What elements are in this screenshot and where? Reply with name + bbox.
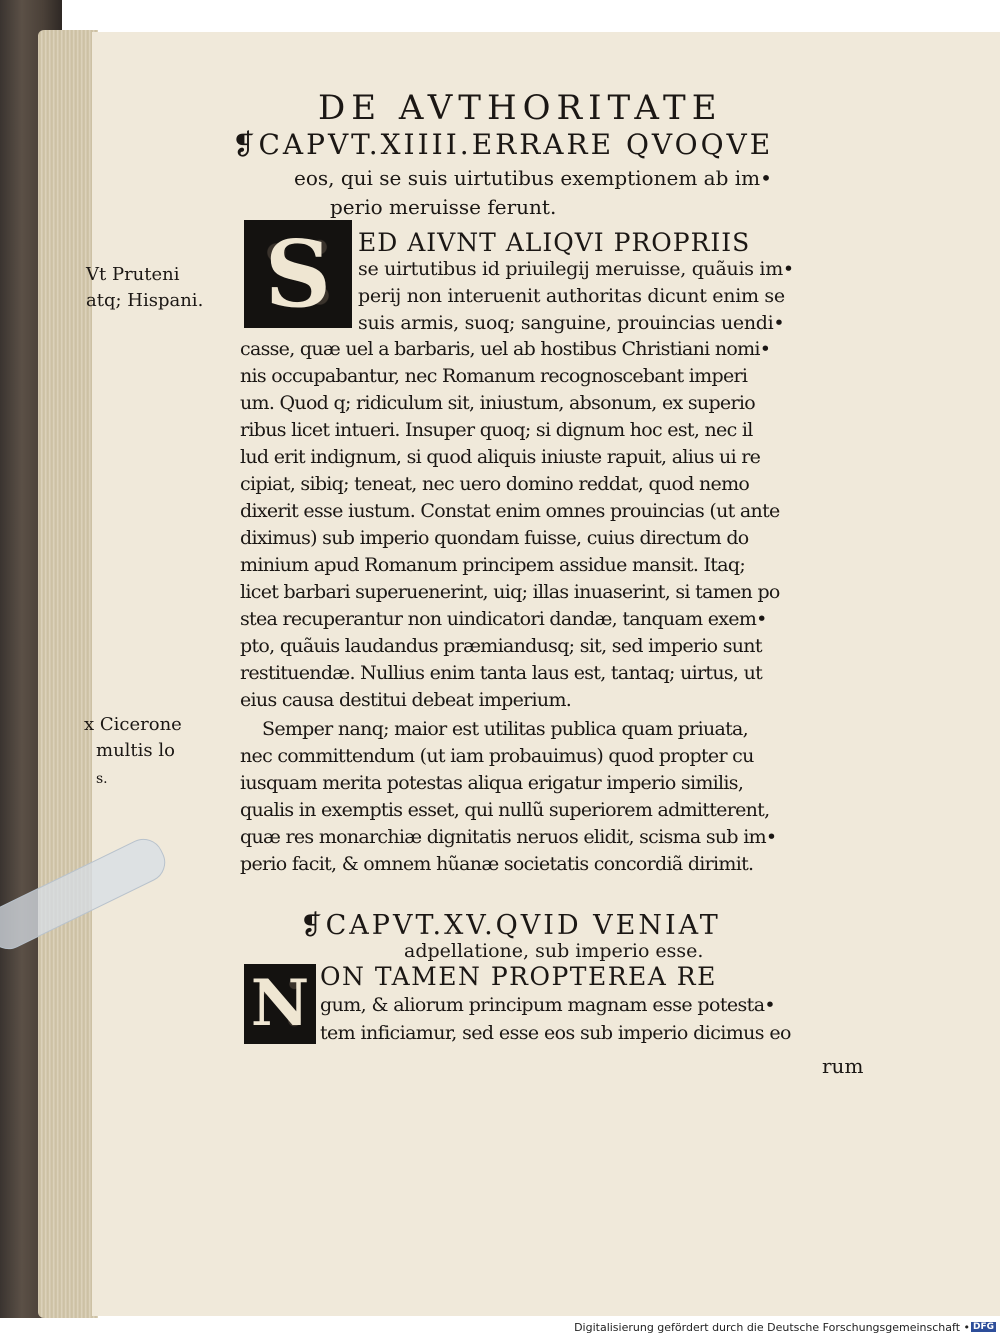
catchword: rum bbox=[822, 1054, 864, 1078]
body-line: nec committendum (ut iam probauimus) quod propter cu bbox=[240, 745, 754, 767]
dfg-logo: DFG bbox=[972, 1322, 994, 1332]
margin-note-1-line-2: atq; Hispani. bbox=[86, 290, 204, 311]
body-line: cipiat, sibiq; teneat, nec uero domino reddat, quod nemo bbox=[240, 473, 750, 495]
chapter-15-heading: ❡CAPVT.XV.QVID VENIAT bbox=[300, 910, 721, 941]
decorated-initial-s: S bbox=[244, 220, 352, 328]
body-line: perio facit, & omnem hũanæ societatis concordiã dirimit. bbox=[240, 853, 754, 875]
margin-note-2-line-2: multis lo bbox=[96, 740, 175, 761]
body-line: suis armis, suoq; sanguine, prouincias uendi• bbox=[358, 312, 785, 334]
chapter-15-subtitle: adpellatione, sub imperio esse. bbox=[404, 940, 704, 962]
body-line: casse, quæ uel a barbaris, uel ab hostibus Christiani nomi• bbox=[240, 338, 771, 360]
margin-note-1-line-1: Vt Pruteni bbox=[86, 264, 180, 285]
body-line: lud erit indignum, si quod aliquis iniuste rapuit, alius ui re bbox=[240, 446, 761, 468]
body-line: perij non interuenit authoritas dicunt enim se bbox=[358, 285, 785, 307]
body-line: quæ res monarchiæ dignitatis neruos elidit, scisma sub im• bbox=[240, 826, 777, 848]
chapter-14-heading: ❡CAPVT.XIIII.ERRARE QVOQVE bbox=[232, 128, 774, 161]
body-line: ON TAMEN PROPTEREA RE bbox=[320, 962, 717, 991]
body-line: qualis in exemptis esset, qui nullũ superiorem admitterent, bbox=[240, 799, 770, 821]
body-line: ED AIVNT ALIQVI PROPRIIS bbox=[358, 228, 751, 257]
body-line: pto, quãuis laudandus præmiandusq; sit, sed imperio sunt bbox=[240, 635, 762, 657]
body-line: ribus licet intueri. Insuper quoq; si dignum hoc est, nec il bbox=[240, 419, 753, 441]
chapter-14-subtitle-line-1: eos, qui se suis uirtutibus exemptionem ab im• bbox=[294, 166, 772, 190]
margin-note-2-line-1: x Cicerone bbox=[84, 714, 182, 735]
body-line: Semper nanq; maior est utilitas publica quam priuata, bbox=[262, 718, 749, 740]
body-line: minium apud Romanum principem assidue mansit. Itaq; bbox=[240, 554, 746, 576]
margin-note-2-line-3: s. bbox=[96, 771, 108, 787]
body-line: um. Quod q; ridiculum sit, iniustum, absonum, ex superio bbox=[240, 392, 755, 414]
body-line: tem inficiamur, sed esse eos sub imperio dicimus eo bbox=[320, 1022, 791, 1044]
body-line: iusquam merita potestas aliqua erigatur imperio similis, bbox=[240, 772, 744, 794]
body-line: eius causa destitui debeat imperium. bbox=[240, 689, 572, 711]
body-line: gum, & aliorum principum magnam esse potesta• bbox=[320, 994, 776, 1016]
body-line: licet barbari superuenerint, uiq; illas inuaserint, si tamen po bbox=[240, 581, 780, 603]
dfg-credit: Digitalisierung gefördert durch die Deutsche Forschungsgemeinschaft • bbox=[574, 1321, 970, 1334]
body-line: dixerit esse iustum. Constat enim omnes prouincias (ut ante bbox=[240, 500, 780, 522]
decorated-initial-n: N bbox=[244, 964, 316, 1044]
body-line: stea recuperantur non uindicatori dandæ, tanquam exem• bbox=[240, 608, 767, 630]
body-line: nis occupabantur, nec Romanum recognoscebant imperi bbox=[240, 365, 748, 387]
body-line: se uirtutibus id priuilegij meruisse, quãuis im• bbox=[358, 258, 794, 280]
body-line: restituendæ. Nullius enim tanta laus est, tantaq; uirtus, ut bbox=[240, 662, 763, 684]
chapter-14-subtitle-line-2: perio meruisse ferunt. bbox=[330, 195, 557, 219]
body-line: diximus) sub imperio quondam fuisse, cuius directum do bbox=[240, 527, 749, 549]
page-edges bbox=[38, 30, 98, 1318]
running-head: DE AVTHORITATE bbox=[318, 88, 723, 128]
